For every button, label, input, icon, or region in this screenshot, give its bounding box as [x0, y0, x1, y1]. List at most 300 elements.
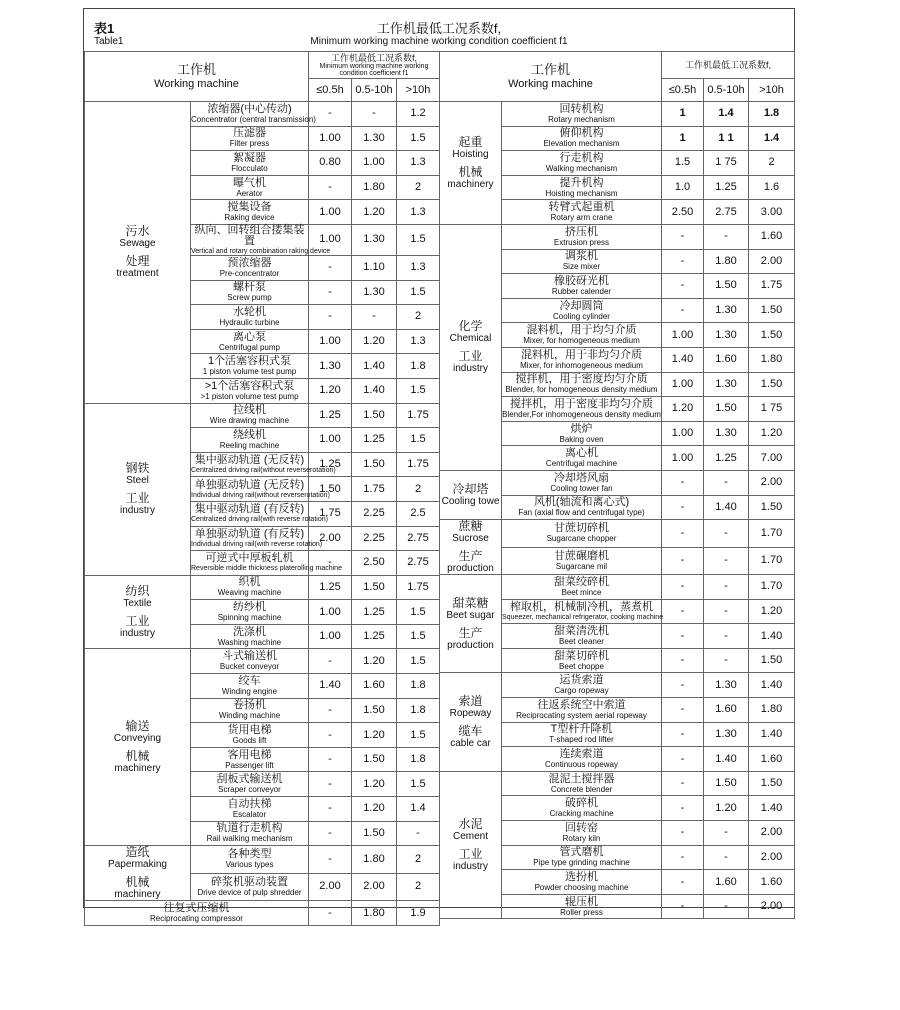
industry-name-en: Hoisting — [452, 148, 489, 160]
industry-group-cell — [440, 224, 502, 470]
machine-name-en: Elevation mechanism — [543, 139, 620, 149]
industry-name-en-2: industry — [452, 363, 488, 375]
coefficient-header-en: Minimum working machine working condition coefficient f1 — [319, 62, 429, 77]
machine-name-cell — [502, 520, 662, 548]
industry-name-cn: 输送 — [125, 719, 150, 734]
machine-name-cell — [502, 722, 662, 747]
industry-group-cell — [85, 102, 191, 404]
coefficient-value: 1.25 — [309, 452, 352, 477]
machine-name-en: Aerator — [236, 188, 263, 198]
coefficient-value: - — [309, 175, 352, 200]
machine-name-cell — [502, 249, 662, 274]
industry-name-cn-2: 工业 — [125, 491, 150, 506]
industry-name-cn: 甜菜糖 — [452, 595, 489, 610]
machine-name-cell — [502, 126, 662, 151]
machine-name-cn: 俯仰机构 — [559, 127, 604, 140]
machine-name-cell — [191, 846, 309, 874]
industry-name-cn: 索道 — [458, 694, 483, 709]
machine-name-cell — [191, 255, 309, 280]
duration-column-header: ≤0.5h — [309, 79, 352, 102]
coefficient-value: - — [662, 495, 704, 520]
coefficient-value: 1 — [662, 102, 704, 127]
coefficient-value: 1.5 — [397, 600, 440, 625]
machine-name-en: Escalator — [232, 809, 267, 819]
coefficient-value: 1.9 — [397, 901, 440, 926]
industry-name-en-2: treatment — [116, 268, 159, 280]
coefficient-value: 1.50 — [352, 575, 397, 600]
industry-group-cell — [440, 673, 502, 771]
machine-name-en: T-shaped rod lifter — [549, 735, 614, 745]
machine-name-cn: 可逆式中厚板轧机 — [205, 552, 294, 565]
machine-name-cell — [502, 698, 662, 723]
machine-name-en: Extrusion press — [553, 237, 610, 247]
machine-name-cell — [502, 575, 662, 600]
coefficient-value: 1.10 — [352, 255, 397, 280]
industry-name-en-2: production — [447, 639, 494, 651]
coefficient-value: 1.25 — [352, 624, 397, 649]
machine-name-cell — [191, 403, 309, 428]
coefficient-value: 1.30 — [704, 298, 749, 323]
industry-group-cell — [440, 102, 502, 225]
industry-name-en: Textile — [123, 598, 152, 610]
industry-group-cell — [85, 846, 191, 901]
machine-name-cell — [502, 547, 662, 575]
coefficient-value: - — [662, 821, 704, 846]
table-row — [85, 102, 440, 127]
machine-name-cell — [191, 600, 309, 625]
coefficient-value: - — [352, 102, 397, 127]
machine-name-cn: 连续索道 — [559, 748, 604, 761]
industry-name-cn-2: 缆车 — [458, 724, 483, 739]
coefficient-value: 1.30 — [352, 126, 397, 151]
coefficient-value: 1.3 — [397, 200, 440, 225]
coefficient-value: 1.75 — [352, 477, 397, 502]
table-row — [85, 846, 440, 874]
coefficient-value: 1.60 — [749, 224, 795, 249]
coefficient-value: 1.80 — [749, 698, 795, 723]
table-row — [440, 520, 795, 548]
machine-name-cn: 水轮机 — [233, 305, 266, 318]
coefficient-sheet — [83, 8, 795, 924]
industry-group-cell — [85, 649, 191, 846]
coefficient-value: 2 — [749, 151, 795, 176]
coefficient-header-cn: 工作机最低工况系数f, — [331, 52, 418, 63]
coefficient-value: 1.50 — [352, 821, 397, 846]
coefficient-value: 1.75 — [309, 501, 352, 526]
industry-name-cn-2: 处理 — [125, 254, 150, 269]
coefficient-value: 1.75 — [397, 452, 440, 477]
coefficient-value: 1.50 — [749, 372, 795, 397]
machine-name-en: Concentrator (central transmission) — [191, 114, 316, 124]
coefficient-value: 1.60 — [704, 698, 749, 723]
industry-name-cn: 化学 — [458, 319, 483, 334]
machine-name-cell — [502, 821, 662, 846]
coefficient-value: - — [662, 747, 704, 772]
industry-name-en: Steel — [126, 475, 149, 487]
coefficient-value: 1.75 — [749, 274, 795, 299]
industry-name-cn: 起重 — [458, 134, 483, 149]
coefficient-value: 1.80 — [749, 347, 795, 372]
machine-name-cell — [502, 495, 662, 520]
machine-name-en: Rotary mechanism — [548, 114, 615, 124]
machine-name-cell — [502, 102, 662, 127]
industry-group-cell — [440, 575, 502, 673]
machine-name-cn: 绕线机 — [233, 428, 266, 441]
machine-name-en: Centrifugal pump — [219, 342, 280, 352]
machine-column-header — [85, 52, 309, 102]
machine-header-en: Working machine — [154, 78, 239, 90]
coefficient-value: 2 — [397, 305, 440, 330]
machine-name-cell — [191, 126, 309, 151]
machine-name-en: Filter press — [229, 139, 270, 149]
table-row — [85, 403, 440, 428]
coefficient-value: 1.50 — [749, 323, 795, 348]
machine-name-cn: 离心机 — [565, 447, 598, 460]
coefficient-value: - — [662, 845, 704, 870]
machine-name-cn: 螺杆泵 — [233, 281, 266, 294]
machine-name-cell — [191, 280, 309, 305]
coefficient-value: - — [309, 255, 352, 280]
coefficient-value: - — [662, 520, 704, 548]
machine-name-cell — [191, 329, 309, 354]
machine-name-en: Continuous ropeway — [545, 760, 618, 770]
industry-name-cn: 水泥 — [458, 817, 483, 832]
machine-name-cell — [502, 446, 662, 471]
duration-column-header: 0.5-10h — [704, 79, 749, 102]
machine-name-cn: 橡胶砑光机 — [554, 274, 609, 287]
coefficient-value: 1.50 — [309, 477, 352, 502]
coefficient-value: - — [309, 747, 352, 772]
coefficient-value: 1.20 — [352, 329, 397, 354]
coefficient-value: 1.80 — [704, 249, 749, 274]
coefficient-value: - — [662, 796, 704, 821]
coefficient-value: 1.5 — [397, 126, 440, 151]
machine-name-cell — [502, 224, 662, 249]
right-table — [439, 51, 795, 919]
machine-name-cell — [191, 723, 309, 748]
coefficient-value: 1.75 — [397, 403, 440, 428]
industry-name-cn-2: 机械 — [125, 875, 150, 890]
industry-name-en: Cooling towe — [441, 496, 500, 507]
industry-name-cn: 污水 — [125, 224, 150, 239]
coefficient-value: - — [662, 870, 704, 895]
duration-column-header: ≤0.5h — [662, 79, 704, 102]
coefficient-value: - — [662, 673, 704, 698]
coefficient-value: - — [309, 102, 352, 127]
coefficient-value: 1.25 — [352, 600, 397, 625]
industry-name-cn-2: 生产 — [458, 549, 483, 564]
coefficient-value: 1.00 — [309, 329, 352, 354]
coefficient-value: 2.00 — [309, 526, 352, 551]
machine-name-en: Rail walking mechanism — [206, 834, 293, 844]
coefficient-value: 1.20 — [352, 797, 397, 822]
coefficient-value: 1.40 — [352, 378, 397, 403]
industry-name-en-2: industry — [119, 505, 155, 517]
coefficient-value: - — [662, 894, 704, 919]
machine-name-en: Washing machine — [217, 637, 282, 647]
coefficient-value: 1.3 — [397, 329, 440, 354]
coefficient-value: 1.5 — [397, 649, 440, 674]
machine-name-cn: 离心泵 — [233, 330, 266, 343]
coefficient-value: 1.50 — [352, 403, 397, 428]
coefficient-value: - — [309, 901, 352, 926]
industry-name-en-2: industry — [452, 861, 488, 873]
machine-name-en: Winding engine — [221, 686, 278, 696]
industry-name-cn-2: 工业 — [458, 349, 483, 364]
coefficient-value: 2.25 — [352, 501, 397, 526]
machine-name-en: Rotary arm crane — [550, 213, 613, 223]
coefficient-value: - — [352, 305, 397, 330]
coefficient-value: 1.50 — [352, 698, 397, 723]
machine-name-cell — [191, 821, 309, 846]
coefficient-value: 1.00 — [309, 428, 352, 453]
machine-name-cell — [502, 870, 662, 895]
machine-name-cell — [191, 698, 309, 723]
machine-name-cell — [191, 428, 309, 453]
coefficient-value: - — [309, 649, 352, 674]
coefficient-value: - — [309, 821, 352, 846]
machine-name-cell — [191, 873, 309, 901]
coefficient-value: 1.5 — [397, 624, 440, 649]
machine-name-cn: 纵向、回转组合搂集装置 — [194, 223, 305, 247]
table-row — [440, 470, 795, 495]
machine-name-en: Rubber calender — [551, 286, 612, 296]
coefficient-value: 1.8 — [397, 747, 440, 772]
industry-name-en: Cement — [452, 831, 488, 843]
machine-name-cn: T型杆升降机 — [550, 723, 613, 736]
table-row — [440, 575, 795, 600]
machine-name-cell — [191, 551, 342, 576]
machine-name-en: Fan (axial flow and centrifugal type) — [518, 508, 645, 518]
industry-group-cell — [85, 575, 191, 649]
machine-name-en: Centralized driving rail(with reverse rotation) — [191, 516, 328, 524]
machine-name-en: Scraper conveyor — [218, 785, 281, 795]
coefficient-column-header — [309, 52, 440, 79]
industry-group-cell — [440, 520, 502, 575]
machine-name-en: Cooling tower fan — [550, 483, 613, 493]
machine-name-cn: 混泥土搅拌器 — [548, 772, 615, 785]
machine-name-en: Flocculato — [231, 163, 268, 173]
coefficient-value: 1.30 — [704, 421, 749, 446]
machine-name-cn: 转臂式起重机 — [548, 201, 615, 214]
table-number-cn: 表1 — [94, 21, 115, 36]
coefficient-header-cn: 工作机最低工况系数f, — [685, 59, 772, 70]
machine-name-cell — [502, 624, 662, 649]
coefficient-value: 1.50 — [352, 747, 397, 772]
machine-name-en: Vertical and rotary combination raking device — [191, 247, 331, 255]
machine-name-cn: 往复式压缩机 — [163, 902, 230, 915]
coefficient-value: - — [662, 771, 704, 796]
machine-name-cn: 压滤器 — [233, 127, 266, 140]
machine-name-cell — [85, 901, 309, 926]
machine-name-en: Pipe type grinding machine — [533, 858, 630, 868]
coefficient-value: - — [662, 274, 704, 299]
coefficient-value: - — [704, 821, 749, 846]
machine-name-cn: 运货索道 — [559, 674, 604, 687]
machine-name-cell — [502, 200, 662, 225]
machine-name-cn: 碎浆机驱动装置 — [211, 875, 288, 888]
industry-name-en: Ropeway — [449, 708, 492, 720]
machine-name-cn: 混料机，用于均匀介质 — [526, 324, 637, 337]
machine-name-cn: 轨道行走机构 — [216, 822, 283, 835]
coefficient-value: 1 — [662, 126, 704, 151]
coefficient-value: 2.00 — [749, 470, 795, 495]
industry-group-cell — [440, 470, 502, 519]
machine-name-en: Cooling cylinder — [553, 311, 610, 321]
coefficient-value: 7.00 — [749, 446, 795, 471]
machine-name-en: Sugarcane mil — [555, 561, 608, 571]
machine-name-cn: 风机(轴流和离心式) — [533, 496, 630, 509]
industry-name-en-2: machinery — [447, 178, 494, 190]
coefficient-value: 1.40 — [749, 673, 795, 698]
machine-name-cn: >1个活塞容积式泵 — [204, 379, 295, 392]
machine-name-cell — [502, 894, 662, 919]
machine-name-en: Baking oven — [559, 434, 604, 444]
coefficient-value: - — [662, 698, 704, 723]
machine-name-cn: 搅拌机，用于密度均匀介质 — [515, 373, 648, 386]
table-row — [85, 901, 440, 926]
header-row — [85, 52, 440, 79]
machine-name-cn: 甜菜绞碎机 — [554, 575, 609, 588]
coefficient-value: 1.5 — [397, 224, 440, 255]
coefficient-value: 1.50 — [704, 771, 749, 796]
machine-name-en: Screw pump — [227, 293, 272, 303]
machine-name-en: Individual driving rail(with reverse rotation) — [191, 540, 323, 548]
machine-name-en: Powder choosing machine — [534, 883, 629, 893]
machine-name-en: Centrifugal machine — [545, 459, 618, 469]
machine-name-cn: 各种类型 — [227, 848, 272, 861]
coefficient-value: 1.5 — [397, 428, 440, 453]
machine-name-en: Reeling machine — [219, 440, 280, 450]
industry-name-en: Chemical — [449, 333, 492, 345]
machine-name-cell — [191, 175, 309, 200]
coefficient-value: - — [704, 648, 749, 673]
coefficient-value: 2 — [397, 175, 440, 200]
machine-name-cn: 提升机构 — [559, 176, 604, 189]
machine-name-cn: 挤压机 — [565, 225, 598, 238]
coefficient-value: 2.00 — [309, 873, 352, 901]
header-row — [440, 52, 795, 79]
machine-name-cell — [191, 526, 323, 551]
coefficient-value: 2 — [397, 873, 440, 901]
coefficient-value: 1.20 — [749, 421, 795, 446]
coefficient-value: 1.00 — [309, 224, 352, 255]
industry-name-cn-2: 机械 — [125, 749, 150, 764]
industry-name-en: Conveying — [113, 733, 162, 745]
coefficient-value: 1.25 — [352, 428, 397, 453]
coefficient-value: 1.40 — [749, 796, 795, 821]
machine-name-cn: 洗涤机 — [233, 625, 266, 638]
coefficient-value: 1.50 — [352, 452, 397, 477]
coefficient-value: 1.75 — [397, 575, 440, 600]
sheet-title-cn: 工作机最低工况系数f, — [376, 21, 502, 36]
machine-name-cell — [191, 624, 309, 649]
machine-name-en: Reciprocating system aerial ropeway — [516, 710, 647, 720]
coefficient-value: - — [704, 547, 749, 575]
machine-name-en: Concrete blender — [550, 784, 613, 794]
machine-name-en: Cracking machine — [549, 809, 614, 819]
machine-name-en: Pre-concentrator — [219, 268, 280, 278]
machine-name-cell — [191, 378, 309, 403]
coefficient-value: - — [662, 298, 704, 323]
machine-name-cn: 回转机构 — [559, 102, 604, 115]
industry-name-en: Sucrose — [452, 533, 489, 545]
machine-name-en: Mixer, for inhomogeneous medium — [520, 360, 643, 370]
coefficient-value: 2.75 — [704, 200, 749, 225]
industry-name-cn: 钢铁 — [125, 461, 150, 476]
coefficient-column-header — [662, 52, 795, 79]
coefficient-value: 1.20 — [352, 200, 397, 225]
coefficient-value: 1.40 — [749, 624, 795, 649]
coefficient-value: 2.25 — [352, 526, 397, 551]
machine-name-cn: 破碎机 — [565, 797, 598, 810]
coefficient-value: - — [662, 470, 704, 495]
coefficient-value: 1.20 — [352, 649, 397, 674]
coefficient-value: 3.00 — [749, 200, 795, 225]
coefficient-value: 1.30 — [352, 280, 397, 305]
machine-name-cell — [191, 102, 316, 127]
coefficient-value: 1.30 — [704, 372, 749, 397]
coefficient-value: 1.20 — [662, 397, 704, 422]
industry-name-cn-2: 生产 — [458, 625, 483, 640]
machine-name-cn: 曝气机 — [233, 176, 266, 189]
coefficient-value: - — [309, 280, 352, 305]
machine-name-cn: 单独驱动轨道 (无反转) — [194, 478, 305, 491]
coefficient-value: 1.8 — [397, 698, 440, 723]
coefficient-value: 1.00 — [352, 151, 397, 176]
coefficient-value: 1.4 — [749, 126, 795, 151]
machine-name-cell — [502, 347, 662, 372]
coefficient-value: 1.50 — [704, 274, 749, 299]
machine-name-en: 1 piston volume test pump — [202, 367, 297, 377]
coefficient-value: 1.50 — [749, 298, 795, 323]
left-table — [84, 51, 440, 926]
machine-name-cn: 冷却圆筒 — [559, 299, 604, 312]
machine-header-en: Working machine — [508, 78, 593, 90]
coefficient-value: 1.70 — [749, 547, 795, 575]
coefficient-value: - — [662, 249, 704, 274]
machine-name-cn: 纺纱机 — [233, 601, 266, 614]
coefficient-value: 0.80 — [309, 151, 352, 176]
coefficient-value: 1.40 — [704, 747, 749, 772]
coefficient-value: 1.60 — [352, 674, 397, 699]
machine-name-cell — [191, 151, 309, 176]
table-number-en: Table1 — [94, 36, 124, 47]
coefficient-value: 1.50 — [749, 771, 795, 796]
table-row — [440, 224, 795, 249]
machine-name-cn: 甜菜清洗机 — [554, 625, 609, 638]
coefficient-value: 1.25 — [704, 446, 749, 471]
coefficient-value: 1.80 — [352, 175, 397, 200]
machine-name-cn: 1个活塞容积式泵 — [207, 355, 292, 368]
machine-name-cn: 冷却塔风扇 — [554, 471, 609, 484]
coefficient-value: 1 75 — [749, 397, 795, 422]
machine-name-cn: 回转窑 — [565, 821, 598, 834]
coefficient-value: - — [309, 305, 352, 330]
coefficient-value: 1.00 — [309, 200, 352, 225]
coefficient-value: 1.0 — [662, 175, 704, 200]
machine-name-en: Reciprocating compressor — [150, 914, 243, 924]
machine-name-en: Blender,For inhomogeneous density medium — [502, 409, 661, 419]
coefficient-value: 1.8 — [749, 102, 795, 127]
coefficient-value: - — [662, 624, 704, 649]
machine-name-en: Roller press — [560, 907, 603, 917]
coefficient-value: - — [662, 599, 704, 624]
machine-name-cell — [502, 845, 662, 870]
machine-name-cn: 絮凝器 — [233, 151, 266, 164]
machine-name-cell — [502, 796, 662, 821]
machine-name-en: Drive device of pulp shredder — [197, 887, 302, 897]
